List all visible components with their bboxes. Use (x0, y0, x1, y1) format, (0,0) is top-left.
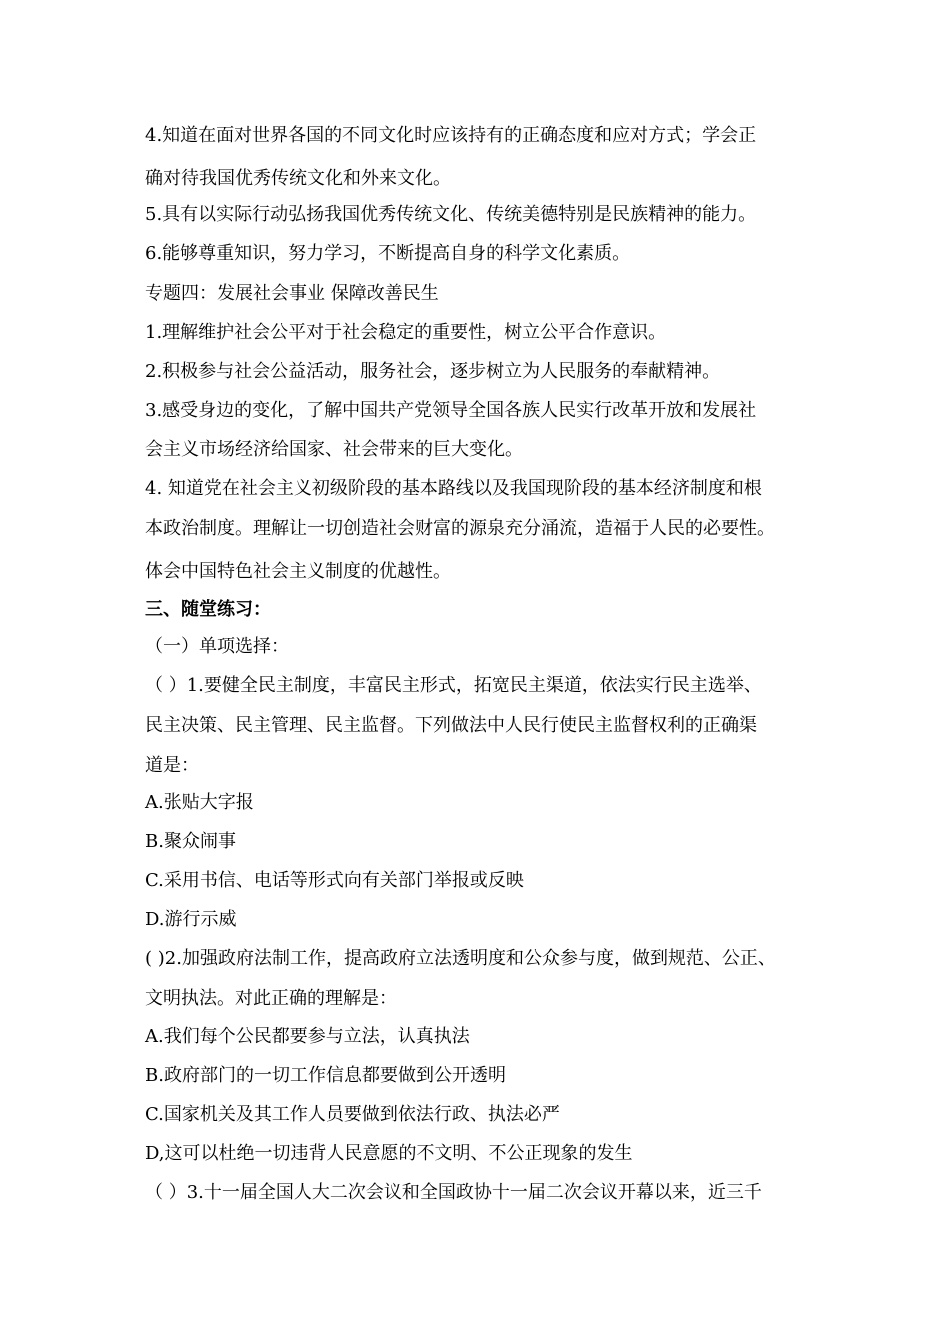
subsection-heading: （一）单项选择： (145, 636, 289, 657)
text-line: 确对待我国优秀传统文化和外来文化。 (145, 168, 451, 189)
option-text: C.国家机关及其工作人员要做到依法行政、执法必严 (145, 1104, 560, 1125)
option-text: D.游行示威 (145, 909, 237, 930)
option-text: B.政府部门的一切工作信息都要做到公开透明 (145, 1065, 506, 1086)
question-text: （ ）3.十一届全国人大二次会议和全国政协十一届二次会议开幕以来，近三千 (145, 1182, 762, 1203)
text-line: 会主义市场经济给国家、社会带来的巨大变化。 (145, 439, 523, 460)
exercise-heading: 三、随堂练习： (145, 599, 271, 620)
question-text: ( )2.加强政府法制工作，提高政府立法透明度和公众参与度，做到规范、公正、 (145, 948, 776, 969)
text-line: 本政治制度。理解让一切创造社会财富的源泉充分涌流，造福于人民的必要性。 (145, 518, 775, 539)
option-text: D,这可以杜绝一切违背人民意愿的不文明、不公正现象的发生 (145, 1143, 633, 1164)
option-text: B.聚众闹事 (145, 831, 236, 852)
text-line: 6.能够尊重知识，努力学习，不断提高自身的科学文化素质。 (145, 243, 631, 264)
text-line: 3.感受身边的变化，了解中国共产党领导全国各族人民实行改革开放和发展社 (145, 400, 757, 421)
question-text: 文明执法。对此正确的理解是： (145, 988, 397, 1009)
section-heading: 专题四：发展社会事业 保障改善民生 (145, 283, 439, 304)
text-line: 2.积极参与社会公益活动，服务社会，逐步树立为人民服务的奉献精神。 (145, 361, 721, 382)
question-text: （ ）1.要健全民主制度，丰富民主形式，拓宽民主渠道，依法实行民主选举、 (145, 675, 762, 696)
option-text: C.采用书信、电话等形式向有关部门举报或反映 (145, 870, 524, 891)
text-line: 1.理解维护社会公平对于社会稳定的重要性，树立公平合作意识。 (145, 322, 667, 343)
text-line: 5.具有以实际行动弘扬我国优秀传统文化、传统美德特别是民族精神的能力。 (145, 204, 757, 225)
question-text: 民主决策、民主管理、民主监督。下列做法中人民行使民主监督权利的正确渠 (145, 715, 757, 736)
option-text: A.张贴大字报 (145, 792, 254, 813)
option-text: A.我们每个公民都要参与立法，认真执法 (145, 1026, 470, 1047)
text-line: 4.知道在面对世界各国的不同文化时应该持有的正确态度和应对方式；学会正 (145, 125, 757, 146)
text-line: 4. 知道党在社会主义初级阶段的基本路线以及我国现阶段的基本经济制度和根 (145, 478, 762, 499)
text-line: 体会中国特色社会主义制度的优越性。 (145, 561, 451, 582)
question-text: 道是： (145, 755, 199, 776)
